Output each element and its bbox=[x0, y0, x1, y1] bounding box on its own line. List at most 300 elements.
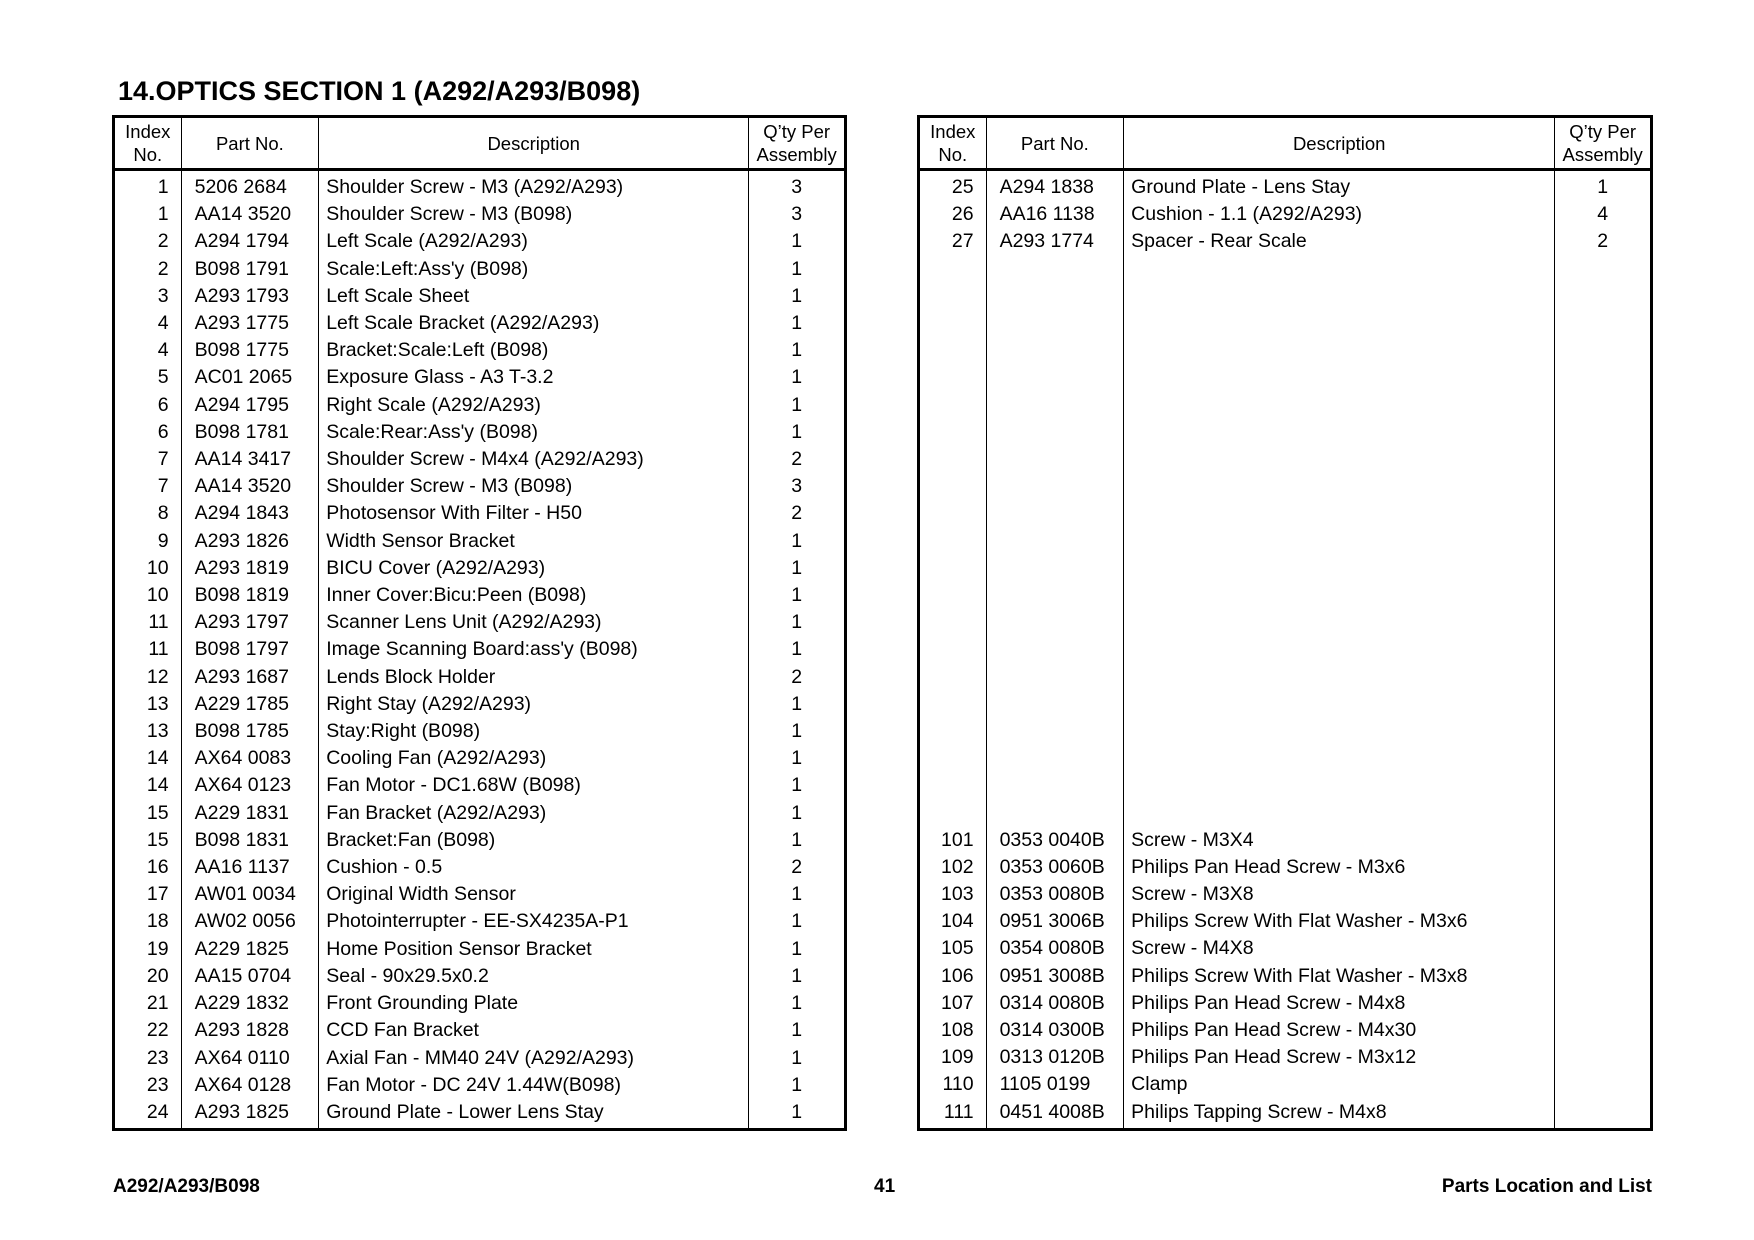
table-row bbox=[114, 609, 846, 636]
part-no-cell: 0314 0300B bbox=[986, 1017, 1124, 1044]
part-no-cell bbox=[986, 364, 1124, 391]
table-row bbox=[919, 854, 1652, 881]
description-cell: Screw - M4X8 bbox=[1124, 935, 1555, 962]
qty-cell bbox=[1555, 990, 1652, 1017]
table-row bbox=[919, 772, 1652, 799]
index-cell: 15 bbox=[114, 800, 182, 827]
table-row bbox=[114, 310, 846, 337]
description-cell: Philips Tapping Screw - M4x8 bbox=[1124, 1099, 1555, 1130]
qty-cell: 1 bbox=[749, 310, 846, 337]
description-cell: Screw - M3X4 bbox=[1124, 827, 1555, 854]
index-cell: 10 bbox=[114, 582, 182, 609]
qty-cell: 1 bbox=[749, 364, 846, 391]
part-no-cell: A293 1797 bbox=[181, 609, 319, 636]
qty-cell: 1 bbox=[749, 582, 846, 609]
index-cell bbox=[919, 419, 987, 446]
qty-cell bbox=[1555, 745, 1652, 772]
description-cell: Philips Pan Head Screw - M3x12 bbox=[1124, 1044, 1555, 1071]
index-cell: 16 bbox=[114, 854, 182, 881]
description-cell: Screw - M3X8 bbox=[1124, 881, 1555, 908]
index-cell bbox=[919, 582, 987, 609]
description-cell bbox=[1124, 473, 1555, 500]
table-row bbox=[114, 500, 846, 527]
qty-cell: 1 bbox=[749, 718, 846, 745]
part-no-cell bbox=[986, 337, 1124, 364]
qty-cell bbox=[1555, 364, 1652, 391]
index-cell: 9 bbox=[114, 528, 182, 555]
index-cell: 7 bbox=[114, 446, 182, 473]
part-no-cell: 0353 0060B bbox=[986, 854, 1124, 881]
description-cell: Fan Bracket (A292/A293) bbox=[319, 800, 749, 827]
index-cell bbox=[919, 691, 987, 718]
description-cell: CCD Fan Bracket bbox=[319, 1017, 749, 1044]
table-row bbox=[919, 364, 1652, 391]
description-cell: Lends Block Holder bbox=[319, 664, 749, 691]
qty-cell bbox=[1555, 1099, 1652, 1130]
description-cell: Philips Pan Head Screw - M4x8 bbox=[1124, 990, 1555, 1017]
qty-cell: 1 bbox=[749, 990, 846, 1017]
table-row bbox=[919, 582, 1652, 609]
qty-cell: 1 bbox=[1555, 170, 1652, 202]
index-cell: 12 bbox=[114, 664, 182, 691]
qty-cell: 3 bbox=[749, 473, 846, 500]
description-cell: Spacer - Rear Scale bbox=[1124, 228, 1555, 255]
description-cell: Scale:Rear:Ass'y (B098) bbox=[319, 419, 749, 446]
table-row bbox=[114, 1072, 846, 1099]
index-cell bbox=[919, 636, 987, 663]
part-no-cell: A293 1826 bbox=[181, 528, 319, 555]
table-row bbox=[114, 528, 846, 555]
qty-cell bbox=[1555, 527, 1652, 554]
description-cell: Ground Plate - Lens Stay bbox=[1124, 170, 1555, 202]
page-title: 14.OPTICS SECTION 1 (A292/A293/B098) bbox=[118, 76, 641, 106]
index-cell: 13 bbox=[114, 691, 182, 718]
description-cell: Right Scale (A292/A293) bbox=[319, 392, 749, 419]
index-cell: 111 bbox=[919, 1099, 987, 1130]
part-no-cell: 0353 0080B bbox=[986, 881, 1124, 908]
index-cell: 8 bbox=[114, 500, 182, 527]
description-cell: Philips Pan Head Screw - M4x30 bbox=[1124, 1017, 1555, 1044]
table-row bbox=[919, 337, 1652, 364]
index-cell: 104 bbox=[919, 908, 987, 935]
table-row bbox=[919, 799, 1652, 826]
table-row bbox=[114, 881, 846, 908]
index-cell: 2 bbox=[114, 228, 182, 255]
description-cell: Philips Pan Head Screw - M3x6 bbox=[1124, 854, 1555, 881]
description-cell: Shoulder Screw - M4x4 (A292/A293) bbox=[319, 446, 749, 473]
table-row bbox=[114, 201, 846, 228]
table-row bbox=[919, 1071, 1652, 1098]
table-row bbox=[114, 908, 846, 935]
index-cell bbox=[919, 364, 987, 391]
index-cell bbox=[919, 772, 987, 799]
qty-cell bbox=[1555, 935, 1652, 962]
part-no-cell: AW02 0056 bbox=[181, 908, 319, 935]
description-cell: Original Width Sensor bbox=[319, 881, 749, 908]
table-row bbox=[919, 170, 1652, 202]
qty-cell bbox=[1555, 963, 1652, 990]
qty-cell: 1 bbox=[749, 881, 846, 908]
footer-section: Parts Location and List bbox=[1441, 1176, 1652, 1197]
qty-cell: 1 bbox=[749, 745, 846, 772]
qty-cell bbox=[1555, 636, 1652, 663]
description-cell bbox=[1124, 446, 1555, 473]
index-cell: 24 bbox=[114, 1099, 182, 1130]
index-cell: 27 bbox=[919, 228, 987, 255]
table-row bbox=[919, 745, 1652, 772]
description-cell: Left Scale Bracket (A292/A293) bbox=[319, 310, 749, 337]
description-cell: BICU Cover (A292/A293) bbox=[319, 555, 749, 582]
qty-cell: 1 bbox=[749, 609, 846, 636]
index-cell: 14 bbox=[114, 745, 182, 772]
description-cell: Cushion - 0.5 bbox=[319, 854, 749, 881]
index-cell: 1 bbox=[114, 201, 182, 228]
qty-cell bbox=[1555, 392, 1652, 419]
qty-cell: 1 bbox=[749, 419, 846, 446]
table-row bbox=[919, 1017, 1652, 1044]
qty-cell: 1 bbox=[749, 256, 846, 283]
qty-cell: 1 bbox=[749, 392, 846, 419]
description-cell: Home Position Sensor Bracket bbox=[319, 936, 749, 963]
part-no-cell: B098 1775 bbox=[181, 337, 319, 364]
table-row bbox=[919, 718, 1652, 745]
header-qty: Q’ty Per Assembly bbox=[749, 117, 846, 170]
qty-cell: 2 bbox=[749, 854, 846, 881]
parts-table-right-body bbox=[919, 170, 1652, 1130]
table-row bbox=[919, 663, 1652, 690]
qty-cell bbox=[1555, 908, 1652, 935]
table-row bbox=[919, 609, 1652, 636]
table-row bbox=[919, 283, 1652, 310]
part-no-cell: A294 1838 bbox=[986, 170, 1124, 202]
index-cell: 109 bbox=[919, 1044, 987, 1071]
description-cell bbox=[1124, 663, 1555, 690]
part-no-cell: 0951 3008B bbox=[986, 963, 1124, 990]
footer-model: A292/A293/B098 bbox=[113, 1176, 260, 1197]
index-cell: 5 bbox=[114, 364, 182, 391]
footer-page-number: 41 bbox=[874, 1176, 896, 1197]
table-row bbox=[114, 691, 846, 718]
index-cell: 23 bbox=[114, 1045, 182, 1072]
index-cell: 10 bbox=[114, 555, 182, 582]
header-index: Index No. bbox=[919, 117, 987, 170]
index-cell bbox=[919, 337, 987, 364]
table-row bbox=[114, 664, 846, 691]
part-no-cell bbox=[986, 555, 1124, 582]
qty-cell: 1 bbox=[749, 1099, 846, 1130]
description-cell bbox=[1124, 718, 1555, 745]
index-cell: 102 bbox=[919, 854, 987, 881]
table-row bbox=[919, 990, 1652, 1017]
part-no-cell: AC01 2065 bbox=[181, 364, 319, 391]
table-row bbox=[919, 473, 1652, 500]
part-no-cell: AX64 0083 bbox=[181, 745, 319, 772]
index-cell bbox=[919, 555, 987, 582]
table-row bbox=[114, 582, 846, 609]
index-cell: 19 bbox=[114, 936, 182, 963]
description-cell: Photointerrupter - EE-SX4235A-P1 bbox=[319, 908, 749, 935]
part-no-cell bbox=[986, 283, 1124, 310]
qty-cell bbox=[1555, 473, 1652, 500]
header-index: Index No. bbox=[114, 117, 182, 170]
qty-cell: 1 bbox=[749, 528, 846, 555]
index-cell: 14 bbox=[114, 772, 182, 799]
qty-cell bbox=[1555, 718, 1652, 745]
description-cell bbox=[1124, 691, 1555, 718]
qty-cell: 1 bbox=[749, 691, 846, 718]
part-no-cell bbox=[986, 419, 1124, 446]
part-no-cell: AA16 1138 bbox=[986, 201, 1124, 228]
part-no-cell: AA14 3520 bbox=[181, 473, 319, 500]
qty-cell: 1 bbox=[749, 936, 846, 963]
header-description: Description bbox=[1124, 117, 1555, 170]
qty-cell bbox=[1555, 663, 1652, 690]
index-cell: 110 bbox=[919, 1071, 987, 1098]
description-cell: Width Sensor Bracket bbox=[319, 528, 749, 555]
qty-cell: 1 bbox=[749, 228, 846, 255]
index-cell bbox=[919, 446, 987, 473]
part-no-cell bbox=[986, 446, 1124, 473]
qty-cell bbox=[1555, 310, 1652, 337]
table-row bbox=[114, 1099, 846, 1130]
index-cell bbox=[919, 500, 987, 527]
table-row bbox=[114, 473, 846, 500]
qty-cell bbox=[1555, 1044, 1652, 1071]
qty-cell bbox=[1555, 854, 1652, 881]
part-no-cell: B098 1797 bbox=[181, 636, 319, 663]
description-cell: Ground Plate - Lower Lens Stay bbox=[319, 1099, 749, 1130]
table-row bbox=[114, 990, 846, 1017]
index-cell bbox=[919, 392, 987, 419]
description-cell: Exposure Glass - A3 T-3.2 bbox=[319, 364, 749, 391]
description-cell: Left Scale Sheet bbox=[319, 283, 749, 310]
table-row bbox=[919, 908, 1652, 935]
description-cell bbox=[1124, 337, 1555, 364]
qty-cell: 1 bbox=[749, 827, 846, 854]
description-cell: Axial Fan - MM40 24V (A292/A293) bbox=[319, 1045, 749, 1072]
description-cell: Right Stay (A292/A293) bbox=[319, 691, 749, 718]
part-no-cell: 5206 2684 bbox=[181, 170, 319, 202]
qty-cell bbox=[1555, 500, 1652, 527]
qty-cell: 1 bbox=[749, 800, 846, 827]
index-cell: 1 bbox=[114, 170, 182, 202]
header-description: Description bbox=[319, 117, 749, 170]
index-cell bbox=[919, 609, 987, 636]
part-no-cell: 0951 3006B bbox=[986, 908, 1124, 935]
index-cell: 108 bbox=[919, 1017, 987, 1044]
description-cell: Front Grounding Plate bbox=[319, 990, 749, 1017]
description-cell: Scale:Left:Ass'y (B098) bbox=[319, 256, 749, 283]
table-row bbox=[114, 364, 846, 391]
table-header-row bbox=[114, 117, 846, 170]
index-cell: 105 bbox=[919, 935, 987, 962]
index-cell bbox=[919, 283, 987, 310]
qty-cell bbox=[1555, 609, 1652, 636]
part-no-cell: A294 1794 bbox=[181, 228, 319, 255]
table-row bbox=[114, 1017, 846, 1044]
part-no-cell: 0451 4008B bbox=[986, 1099, 1124, 1130]
description-cell: Scanner Lens Unit (A292/A293) bbox=[319, 609, 749, 636]
qty-cell bbox=[1555, 283, 1652, 310]
description-cell bbox=[1124, 799, 1555, 826]
part-no-cell: B098 1819 bbox=[181, 582, 319, 609]
part-no-cell bbox=[986, 663, 1124, 690]
header-part-no: Part No. bbox=[181, 117, 319, 170]
part-no-cell bbox=[986, 473, 1124, 500]
description-cell bbox=[1124, 500, 1555, 527]
description-cell bbox=[1124, 636, 1555, 663]
qty-cell: 2 bbox=[1555, 228, 1652, 255]
table-row bbox=[919, 1044, 1652, 1071]
index-cell bbox=[919, 663, 987, 690]
description-cell: Inner Cover:Bicu:Peen (B098) bbox=[319, 582, 749, 609]
part-no-cell: A294 1795 bbox=[181, 392, 319, 419]
qty-cell: 1 bbox=[749, 636, 846, 663]
part-no-cell: A229 1831 bbox=[181, 800, 319, 827]
qty-cell: 2 bbox=[749, 664, 846, 691]
part-no-cell bbox=[986, 500, 1124, 527]
qty-cell: 2 bbox=[749, 500, 846, 527]
index-cell: 2 bbox=[114, 256, 182, 283]
table-row bbox=[919, 881, 1652, 908]
table-row bbox=[919, 827, 1652, 854]
qty-cell: 1 bbox=[749, 1017, 846, 1044]
part-no-cell: A294 1843 bbox=[181, 500, 319, 527]
qty-cell: 1 bbox=[749, 963, 846, 990]
index-cell: 23 bbox=[114, 1072, 182, 1099]
parts-table-left bbox=[112, 115, 847, 1131]
table-row bbox=[919, 446, 1652, 473]
part-no-cell bbox=[986, 799, 1124, 826]
qty-cell: 1 bbox=[749, 555, 846, 582]
table-row bbox=[114, 228, 846, 255]
table-row bbox=[114, 745, 846, 772]
part-no-cell: A229 1785 bbox=[181, 691, 319, 718]
part-no-cell bbox=[986, 745, 1124, 772]
table-row bbox=[919, 555, 1652, 582]
part-no-cell: B098 1781 bbox=[181, 419, 319, 446]
qty-cell: 2 bbox=[749, 446, 846, 473]
table-row bbox=[919, 1099, 1652, 1130]
table-row bbox=[919, 419, 1652, 446]
part-no-cell: A229 1825 bbox=[181, 936, 319, 963]
part-no-cell: AA14 3417 bbox=[181, 446, 319, 473]
index-cell: 18 bbox=[114, 908, 182, 935]
qty-cell bbox=[1555, 337, 1652, 364]
index-cell: 101 bbox=[919, 827, 987, 854]
index-cell: 22 bbox=[114, 1017, 182, 1044]
qty-cell bbox=[1555, 1071, 1652, 1098]
description-cell: Bracket:Scale:Left (B098) bbox=[319, 337, 749, 364]
index-cell: 20 bbox=[114, 963, 182, 990]
table-row bbox=[114, 283, 846, 310]
part-no-cell: AA16 1137 bbox=[181, 854, 319, 881]
description-cell bbox=[1124, 555, 1555, 582]
table-row bbox=[114, 772, 846, 799]
description-cell: Cushion - 1.1 (A292/A293) bbox=[1124, 201, 1555, 228]
part-no-cell bbox=[986, 609, 1124, 636]
table-row bbox=[114, 718, 846, 745]
part-no-cell: AA15 0704 bbox=[181, 963, 319, 990]
description-cell: Philips Screw With Flat Washer - M3x6 bbox=[1124, 908, 1555, 935]
description-cell bbox=[1124, 582, 1555, 609]
table-row bbox=[919, 963, 1652, 990]
description-cell: Left Scale (A292/A293) bbox=[319, 228, 749, 255]
table-row bbox=[114, 555, 846, 582]
part-no-cell: A293 1819 bbox=[181, 555, 319, 582]
qty-cell bbox=[1555, 582, 1652, 609]
index-cell bbox=[919, 718, 987, 745]
index-cell bbox=[919, 799, 987, 826]
table-row bbox=[919, 691, 1652, 718]
index-cell: 107 bbox=[919, 990, 987, 1017]
part-no-cell bbox=[986, 718, 1124, 745]
description-cell: Shoulder Screw - M3 (A292/A293) bbox=[319, 170, 749, 202]
part-no-cell: AW01 0034 bbox=[181, 881, 319, 908]
qty-cell bbox=[1555, 827, 1652, 854]
index-cell: 21 bbox=[114, 990, 182, 1017]
part-no-cell bbox=[986, 772, 1124, 799]
index-cell: 25 bbox=[919, 170, 987, 202]
index-cell: 13 bbox=[114, 718, 182, 745]
table-row bbox=[919, 636, 1652, 663]
index-cell: 3 bbox=[114, 283, 182, 310]
part-no-cell: 1105 0199 bbox=[986, 1071, 1124, 1098]
table-row bbox=[919, 392, 1652, 419]
description-cell: Cooling Fan (A292/A293) bbox=[319, 745, 749, 772]
part-no-cell: A293 1774 bbox=[986, 228, 1124, 255]
table-row bbox=[919, 500, 1652, 527]
index-cell: 4 bbox=[114, 310, 182, 337]
part-no-cell: 0353 0040B bbox=[986, 827, 1124, 854]
table-row bbox=[919, 527, 1652, 554]
index-cell bbox=[919, 256, 987, 283]
part-no-cell: A293 1793 bbox=[181, 283, 319, 310]
part-no-cell: B098 1785 bbox=[181, 718, 319, 745]
qty-cell: 1 bbox=[749, 1072, 846, 1099]
index-cell: 26 bbox=[919, 201, 987, 228]
part-no-cell: B098 1831 bbox=[181, 827, 319, 854]
description-cell: Fan Motor - DC1.68W (B098) bbox=[319, 772, 749, 799]
table-row bbox=[114, 827, 846, 854]
index-cell: 6 bbox=[114, 392, 182, 419]
table-row bbox=[114, 392, 846, 419]
part-no-cell bbox=[986, 256, 1124, 283]
description-cell bbox=[1124, 609, 1555, 636]
description-cell: Image Scanning Board:ass'y (B098) bbox=[319, 636, 749, 663]
table-row bbox=[114, 446, 846, 473]
description-cell bbox=[1124, 419, 1555, 446]
qty-cell: 3 bbox=[749, 201, 846, 228]
description-cell bbox=[1124, 364, 1555, 391]
description-cell bbox=[1124, 745, 1555, 772]
qty-cell bbox=[1555, 446, 1652, 473]
qty-cell bbox=[1555, 799, 1652, 826]
part-no-cell bbox=[986, 582, 1124, 609]
description-cell bbox=[1124, 256, 1555, 283]
header-qty: Q’ty Per Assembly bbox=[1555, 117, 1652, 170]
part-no-cell: 0314 0080B bbox=[986, 990, 1124, 1017]
qty-cell bbox=[1555, 1017, 1652, 1044]
part-no-cell: A293 1828 bbox=[181, 1017, 319, 1044]
description-cell bbox=[1124, 527, 1555, 554]
part-no-cell bbox=[986, 691, 1124, 718]
part-no-cell: A293 1825 bbox=[181, 1099, 319, 1130]
description-cell bbox=[1124, 392, 1555, 419]
qty-cell bbox=[1555, 691, 1652, 718]
table-row bbox=[114, 337, 846, 364]
header-part-no: Part No. bbox=[986, 117, 1124, 170]
